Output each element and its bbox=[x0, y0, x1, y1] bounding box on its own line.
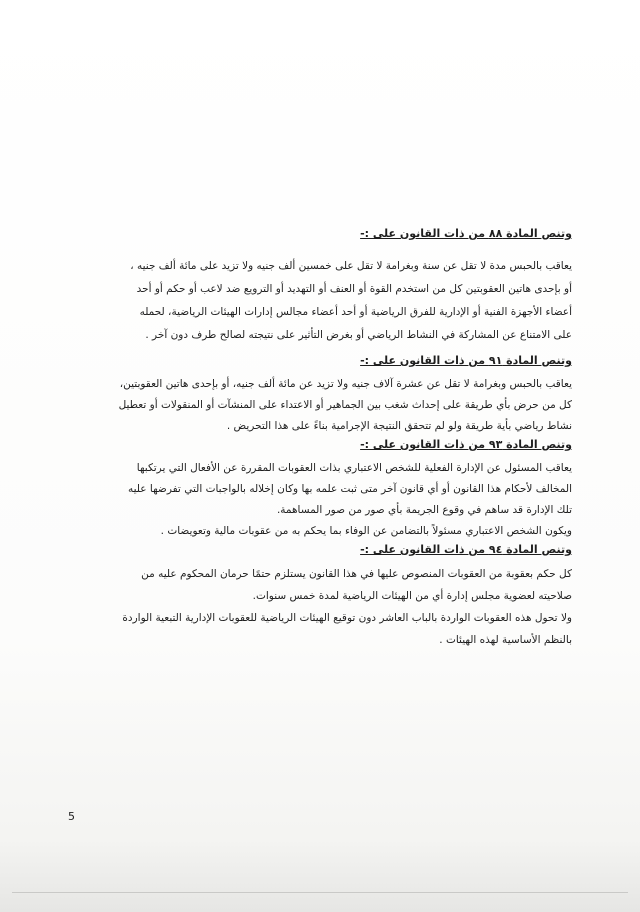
document-body bbox=[52, 226, 572, 651]
article-88-heading: وتنص المادة ٨٨ من ذات القانون على :- bbox=[360, 227, 572, 240]
article-94-line-4: بالنظم الأساسية لهذه الهيئات . bbox=[439, 634, 572, 646]
article-91-section bbox=[52, 353, 572, 437]
article-94-line-2: صلاحيته لعضوية مجلس إدارة أي من الهيئات الرياضية لمدة خمس سنوات. bbox=[252, 590, 572, 602]
article-88-section bbox=[52, 226, 572, 347]
article-94-line-3: ولا تحول هذه العقوبات الواردة بالباب العاشر دون توقيع الهيئات الرياضية للعقوبات الإدارية التبعية الواردة bbox=[122, 612, 572, 624]
article-91-line-3: نشاط رياضي بأية طريقة ولو لم تتحقق النتيجة الإجرامية بناءً على هذا التحريض . bbox=[226, 420, 572, 432]
page-bottom-divider bbox=[12, 892, 628, 893]
article-93-section bbox=[52, 437, 572, 542]
article-94-section bbox=[52, 542, 572, 651]
article-93-line-3: تلك الإدارة قد ساهم في وقوع الجريمة بأي صور من صور المساهمة. bbox=[276, 504, 572, 516]
article-93-line-4: ويكون الشخص الاعتباري مسئولاً بالتضامن عن الوفاء بما يحكم به من عقوبات مالية وتعويضات . bbox=[160, 525, 572, 537]
article-93-line-2: المخالف لأحكام هذا القانون أو أي قانون آخر متى ثبت علمه بها وكان إخلاله بالواجبات التي تفرضها عليه bbox=[128, 483, 572, 495]
article-88-line-1: يعاقب بالحبس مدة لا تقل عن سنة وبغرامة لا تقل على خمسين ألف جنيه ولا تزيد على مائة ألف جنيه ، bbox=[130, 260, 572, 272]
article-91-line-2: كل من حرض بأي طريقة على إحداث شغب بين الجماهير أو الاعتداء على المنشآت أو المنقولات أو تعطيل bbox=[118, 399, 572, 411]
article-88-line-3: أعضاء الأجهزة الفنية أو الإدارية للفرق الرياضية أو أحد أعضاء مجالس إدارات الهيئات الرياضية، لحمله bbox=[139, 306, 572, 318]
article-88-line-2: أو بإحدى هاتين العقوبتين كل من استخدم القوة أو العنف أو التهديد أو الترويع ضد لاعب أو حكم أو أحد bbox=[136, 283, 572, 295]
page-number: 5 bbox=[68, 810, 75, 823]
article-94-heading: وتنص المادة ٩٤ من ذات القانون على :- bbox=[360, 543, 572, 556]
article-93-heading: وتنص المادة ٩٣ من ذات القانون على :- bbox=[360, 438, 572, 451]
article-88-line-4: على الامتناع عن المشاركة في النشاط الرياضي أو بغرض التأثير على نتيجته لصالح طرف دون آخر . bbox=[145, 329, 572, 341]
article-93-line-1: يعاقب المسئول عن الإدارة الفعلية للشخص الاعتباري بذات العقوبات المقررة عن الأفعال التي يرتكبها bbox=[136, 462, 572, 474]
article-91-heading: وتنص المادة ٩١ من ذات القانون على :- bbox=[360, 354, 572, 367]
article-91-line-1: يعاقب بالحبس وبغرامة لا تقل عن عشرة آلاف جنيه ولا تزيد عن مائة ألف جنيه، أو بإحدى هاتين العقوبتين، bbox=[119, 378, 572, 390]
article-94-line-1: كل حكم بعقوبة من العقوبات المنصوص عليها في هذا القانون يستلزم حتمًا حرمان المحكوم عليه من bbox=[141, 568, 572, 580]
